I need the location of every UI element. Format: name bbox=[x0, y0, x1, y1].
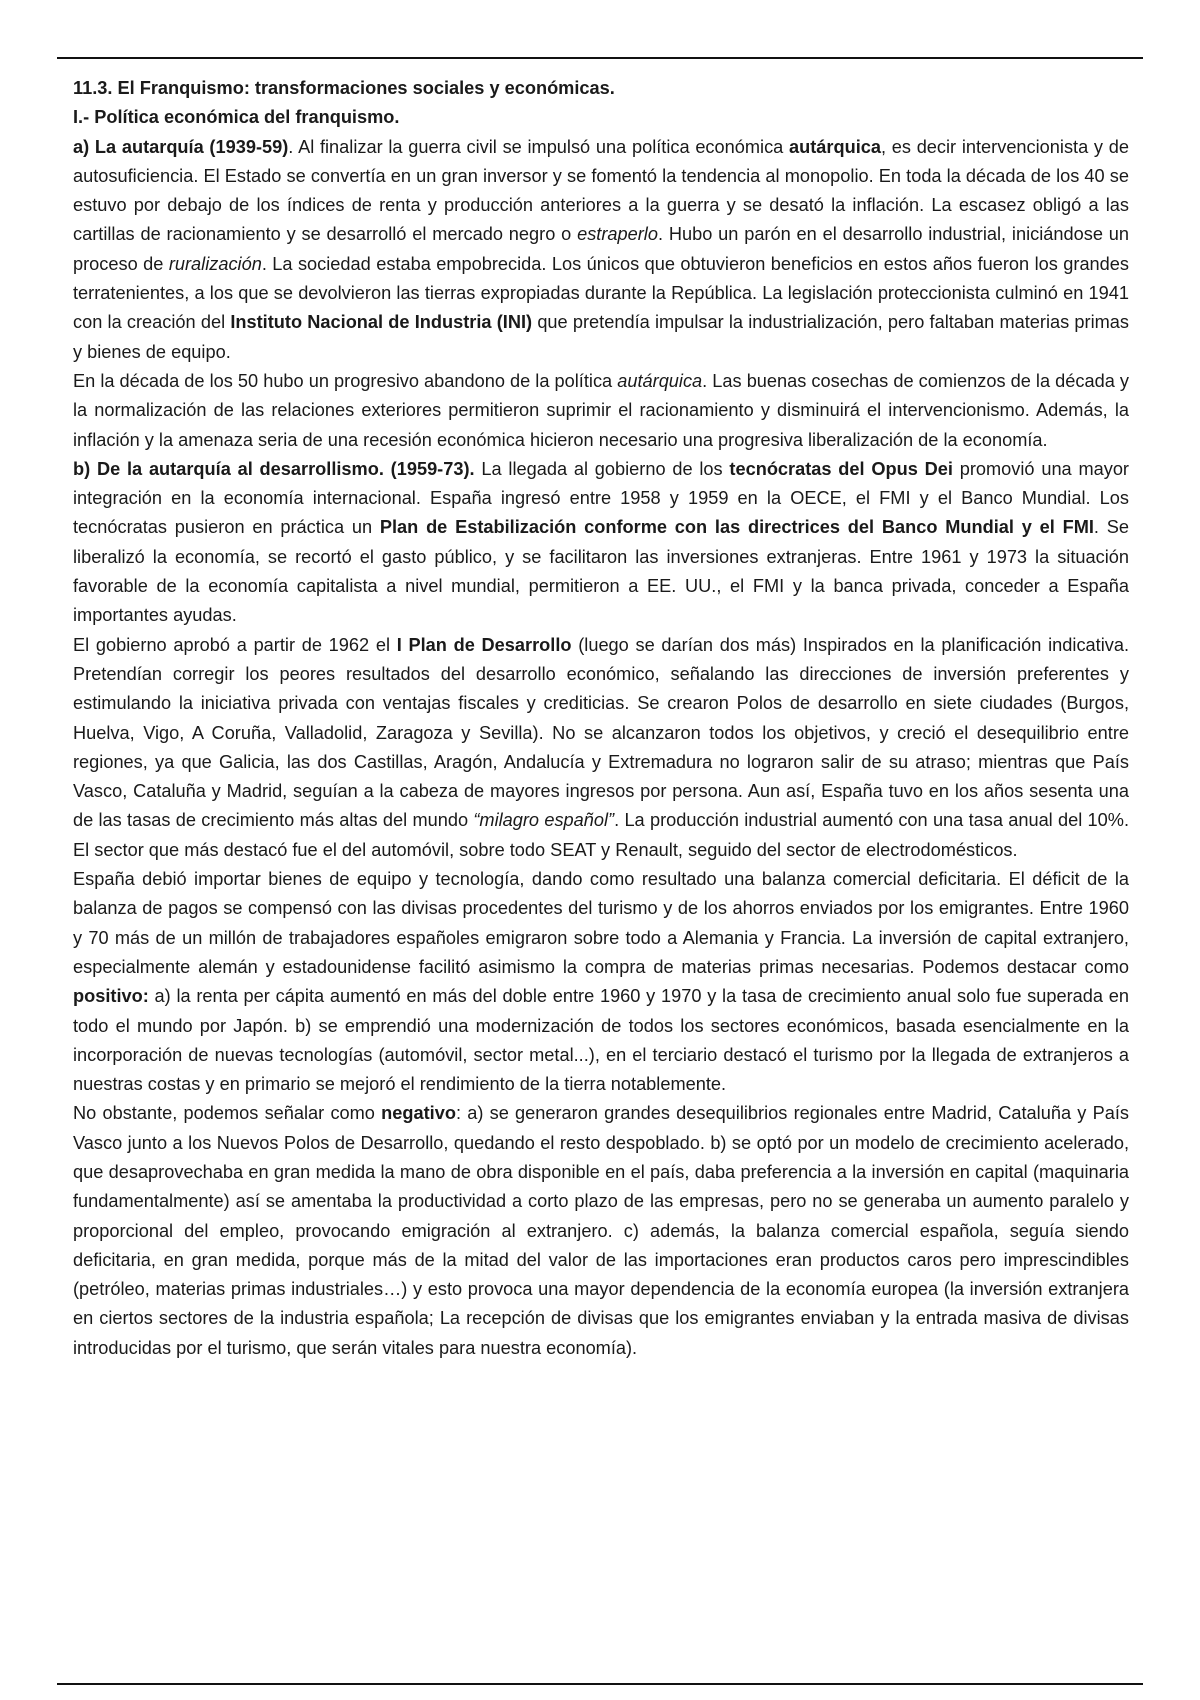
paragraph-positivo: España debió importar bienes de equipo y tecnología, dando como resultado una balanza comercial deficitaria. El déficit de la balanza de pagos se compensó con las divisas procedentes del turismo y de los ahorros enviados por los emigrantes. Entre 1960 y 70 más de un millón de trabajadores españoles emigraron sobre todo a Alemania y Francia. La inversión de capital extranjero, especialmente alemán y estadounidense facilitó asimismo la compra de materias primas necesarias. Podemos destacar como positivo: a) la renta per cápita aumentó en más del doble entre 1960 y 1970 y la tasa de crecimiento anual solo fue superada en todo el mundo por Japón. b) se emprendió una modernización de todos los sectores económicos, basada esencialmente en la incorporación de nuevas tecnologías (automóvil, sector metal...), en el terciario destacó el turismo por la llegada de extranjeros a nuestras costas y en primario se mejoró el rendimiento de la tierra notablemente. bbox=[73, 869, 1129, 1095]
paragraph-decada-50: En la década de los 50 hubo un progresivo abandono de la política autárquica. Las buenas cosechas de comienzos de la década y la normalización de las relaciones exteriores permitieron suprimir el racionamiento y disminuirá el intervencionismo. Además, la inflación y la amenaza seria de una recesión económica hicieron necesario una progresiva liberalización de la economía. bbox=[73, 370, 1129, 450]
paragraph-autarquia: a) La autarquía (1939-59). Al finalizar la guerra civil se impulsó una política económica autárquica, es decir intervencionista y de autosuficiencia. El Estado se convertía en un gran inversor y se fomentó la tendencia al monopolio. En toda la década de los 40 se estuvo por debajo de los índices de renta y producción anteriores a la guerra y se desató la inflación. La escasez obligó a las cartillas de racionamiento y se desarrolló el mercado negro o estraperlo. Hubo un parón en el desarrollo industrial, iniciándose un proceso de ruralización. La sociedad estaba empobrecida. Los únicos que obtuvieron beneficios en estos años fueron los grandes terratenientes, a los que se devolvieron las tierras expropiadas durante la República. La legislación proteccionista culminó en 1941 con la creación del Instituto Nacional de Industria (INI) que pretendía impulsar la industrialización, pero faltaban materias primas y bienes de equipo. bbox=[73, 136, 1129, 362]
paragraph-negativo: No obstante, podemos señalar como negativo: a) se generaron grandes desequilibrios regionales entre Madrid, Cataluña y País Vasco junto a los Nuevos Polos de Desarrollo, quedando el resto despoblado. b) se optó por un modelo de crecimiento acelerado, que desaprovechaba en gran medida la mano de obra disponible en el país, daba preferencia a la inversión en capital (maquinaria fundamentalmente) así se amentaba la productividad a corto plazo de las empresas, pero no se generaba un aumento paralelo y proporcional del empleo, provocando emigración al extranjero. c) además, la balanza comercial española, seguía siendo deficitaria, en gran medida, porque más de la mitad del valor de las importaciones eran productos caros pero imprescindibles (petróleo, materias primas industriales…) y esto provoca una mayor dependencia de la economía europea (la inversión extranjera en ciertos sectores de la industria española; La recepción de divisas que los emigrantes enviaban y la entrada masiva de divisas introducidas por el turismo, que serán vitales para nuestra economía). bbox=[73, 1103, 1129, 1358]
bottom-rule bbox=[57, 1683, 1143, 1685]
document-title: 11.3. El Franquismo: transformaciones sociales y económicas. bbox=[73, 78, 615, 98]
paragraph-desarrollismo: b) De la autarquía al desarrollismo. (1959-73). La llegada al gobierno de los tecnócratas del Opus Dei promovió una mayor integración en la economía internacional. España ingresó entre 1958 y 1959 en la OECE, el FMI y el Banco Mundial. Los tecnócratas pusieron en práctica un Plan de Estabilización conforme con las directrices del Banco Mundial y el FMI. Se liberalizó la economía, se recortó el gasto público, y se facilitaron las inversiones extranjeras. Entre 1961 y 1973 la situación favorable de la economía capitalista a nivel mundial, permitieron a EE. UU., el FMI y la banca privada, conceder a España importantes ayudas. bbox=[73, 458, 1129, 626]
top-rule bbox=[57, 57, 1143, 59]
subsection-label-b: b) De la autarquía al desarrollismo. (1959-73). bbox=[73, 458, 475, 479]
document-body bbox=[73, 74, 1129, 1363]
section-heading: I.- Política económica del franquismo. bbox=[73, 107, 400, 128]
subsection-label-a: a) La autarquía (1939-59) bbox=[73, 136, 289, 157]
paragraph-plan-desarrollo: El gobierno aprobó a partir de 1962 el I Plan de Desarrollo (luego se darían dos más) Inspirados en la planificación indicativa. Pretendían corregir los peores resultados del desarrollo económico, señalando las direcciones de inversión preferentes y estimulando la iniciativa privada con ventajas fiscales y crediticias. Se crearon Polos de desarrollo en siete ciudades (Burgos, Huelva, Vigo, A Coruña, Valladolid, Zaragoza y Sevilla). No se alcanzaron todos los objetivos, y creció el desequilibrio entre regiones, ya que Galicia, las dos Castillas, Aragón, Andalucía y Extremadura no lograron salir de su atraso; mientras que País Vasco, Cataluña y Madrid, seguían a la cabeza de mayores ingresos por persona. Aun así, España tuvo en los años sesenta una de las tasas de crecimiento más altas del mundo “milagro español”. La producción industrial aumentó con una tasa anual del 10%. El sector que más destacó fue el del automóvil, sobre todo SEAT y Renault, seguido del sector de electrodomésticos. bbox=[73, 634, 1130, 860]
